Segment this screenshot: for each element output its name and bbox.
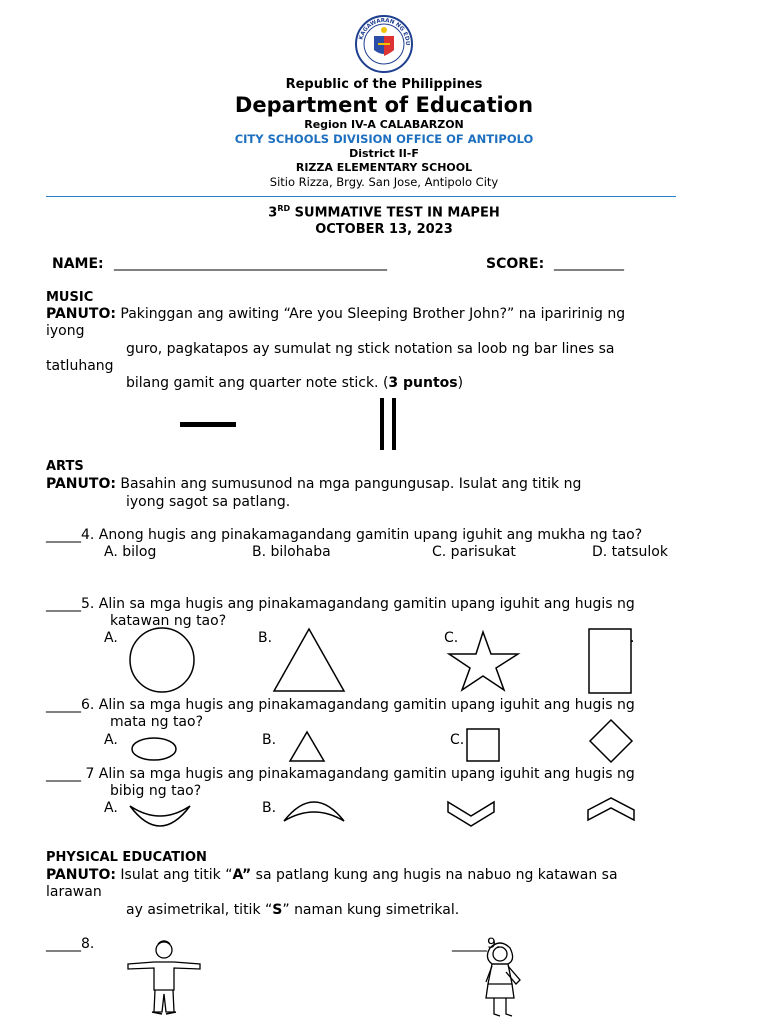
school-address: Sitio Rizza, Brgy. San Jose, Antipolo City xyxy=(269,175,499,189)
seal-text: KAGAWARAN NG EDUKASYON xyxy=(351,10,411,46)
q7-label-a: A. xyxy=(104,800,118,816)
q4-choice-d: D. tatsulok xyxy=(592,544,668,560)
arts-instruction-line1 xyxy=(46,476,581,492)
q7-label-b: B. xyxy=(262,800,277,816)
double-bar-line-symbol xyxy=(378,396,402,452)
quarter-note-rest-symbol xyxy=(180,422,240,432)
music-instruction-line1b: iyong xyxy=(46,323,85,339)
republic-line: Republic of the Philippines xyxy=(285,77,483,92)
test-title xyxy=(0,204,768,220)
q4-choice-a: A. bilog xyxy=(104,544,157,560)
score-label: SCORE: xyxy=(486,256,545,272)
arts-instruction-line2: iyong sagot sa patlang. xyxy=(126,494,291,510)
name-blank[interactable]: _______________________________________ xyxy=(114,255,387,271)
arts-panuto-label: PANUTO: xyxy=(46,476,116,492)
oval-shape xyxy=(130,736,180,764)
girl-standing-image xyxy=(470,940,530,1020)
q5-label-a: A. xyxy=(104,630,118,646)
music-instruction-line2b: tatluhang xyxy=(46,358,114,374)
music-line3-text: bilang gamit ang quarter note stick. ( xyxy=(126,375,389,391)
question-7-cont: bibig ng tao? xyxy=(110,783,202,799)
arts-heading: ARTS xyxy=(46,459,84,474)
question-6: _____6. Alin sa mga hugis ang pinakamagandang gamitin upang iguhit ang hugis ng xyxy=(46,697,635,713)
chevron-down-shape xyxy=(446,798,498,832)
q5-label-b: B. xyxy=(258,630,273,646)
question-8: _____8. xyxy=(46,936,95,952)
pe-line1-text-c: sa patlang kung ang hugis na nabuo ng katawan sa xyxy=(251,867,618,883)
pe-panuto-label: PANUTO: xyxy=(46,867,116,883)
pe-line2-text-a: ay asimetrikal, titik “ xyxy=(126,902,273,918)
rectangle-shape xyxy=(588,627,635,695)
circle-shape xyxy=(128,627,198,693)
music-instruction-line3 xyxy=(126,375,463,391)
question-9: _____9. xyxy=(452,936,501,952)
music-panuto-label: PANUTO: xyxy=(46,306,116,322)
title-superscript: RD xyxy=(277,204,291,213)
small-triangle-shape xyxy=(288,730,328,764)
q4-choice-c: C. parisukat xyxy=(432,544,516,560)
deped-seal-logo xyxy=(351,10,414,74)
title-number: 3 xyxy=(268,205,278,221)
question-6-cont: mata ng tao? xyxy=(110,714,204,730)
music-instruction-text1: Pakinggan ang awiting “Are you Sleeping Brother John?” na iparirinig ng xyxy=(115,306,626,322)
pe-instruction-line2 xyxy=(126,902,459,918)
question-5-cont: katawan ng tao? xyxy=(110,613,227,629)
q4-choice-b: B. bilohaba xyxy=(252,544,331,560)
boy-arms-outstretched-image xyxy=(124,938,204,1018)
q5-label-d: . xyxy=(630,630,635,646)
pe-letter-s: S xyxy=(272,902,283,918)
title-text: SUMMATIVE TEST IN MAPEH xyxy=(290,205,500,221)
q6-label-a: A. xyxy=(104,732,118,748)
pe-letter-a: A” xyxy=(232,867,252,883)
division-line: CITY SCHOOLS DIVISION OFFICE OF ANTIPOLO xyxy=(234,132,534,146)
district-line: District II-F xyxy=(349,147,419,160)
question-5: _____5. Alin sa mga hugis ang pinakamagandang gamitin upang iguhit ang hugis ng xyxy=(46,596,635,612)
q5-label-c: C. xyxy=(444,630,459,646)
pe-instruction-line1 xyxy=(46,867,722,883)
test-date: OCTOBER 13, 2023 xyxy=(315,222,453,237)
school-name: RIZZA ELEMENTARY SCHOOL xyxy=(295,161,473,174)
music-points: 3 puntos xyxy=(388,375,458,391)
star-shape xyxy=(448,630,520,692)
pe-instruction-line1d: larawan xyxy=(46,884,102,900)
pe-heading: PHYSICAL EDUCATION xyxy=(46,850,207,865)
music-line3-close: ) xyxy=(457,375,464,391)
triangle-shape xyxy=(272,627,346,693)
pe-line1-text-a: Isulat ang titik “ xyxy=(115,867,233,883)
pe-line2-text-c: ” naman kung simetrikal. xyxy=(282,902,460,918)
score-blank[interactable]: __________ xyxy=(554,255,624,271)
diamond-shape xyxy=(588,718,636,766)
region-line: Region IV-A CALABARZON xyxy=(304,118,464,131)
name-label: NAME: xyxy=(52,256,104,272)
question-4: _____4. Anong hugis ang pinakamagandang gamitin upang iguhit ang mukha ng tao? xyxy=(46,527,643,543)
music-instruction-line2: guro, pagkatapos ay sumulat ng stick notation sa loob ng bar lines sa xyxy=(126,341,615,357)
chevron-up-shape xyxy=(586,796,638,826)
arts-instruction-text: Basahin ang sumusunod na mga pangungusap. Isulat ang titik ng xyxy=(115,476,582,492)
header-rule xyxy=(46,196,676,197)
music-heading: MUSIC xyxy=(46,290,94,305)
department-title: Department of Education xyxy=(234,93,534,117)
crescent-frown-shape xyxy=(282,795,346,825)
q6-label-b: B. xyxy=(262,732,277,748)
q6-label-c: C. xyxy=(450,732,465,748)
square-shape xyxy=(466,727,502,763)
crescent-smile-shape xyxy=(128,800,192,834)
question-7: _____ 7 Alin sa mga hugis ang pinakamagandang gamitin upang iguhit ang hugis ng xyxy=(46,766,635,782)
music-instruction-line1 xyxy=(46,306,625,322)
